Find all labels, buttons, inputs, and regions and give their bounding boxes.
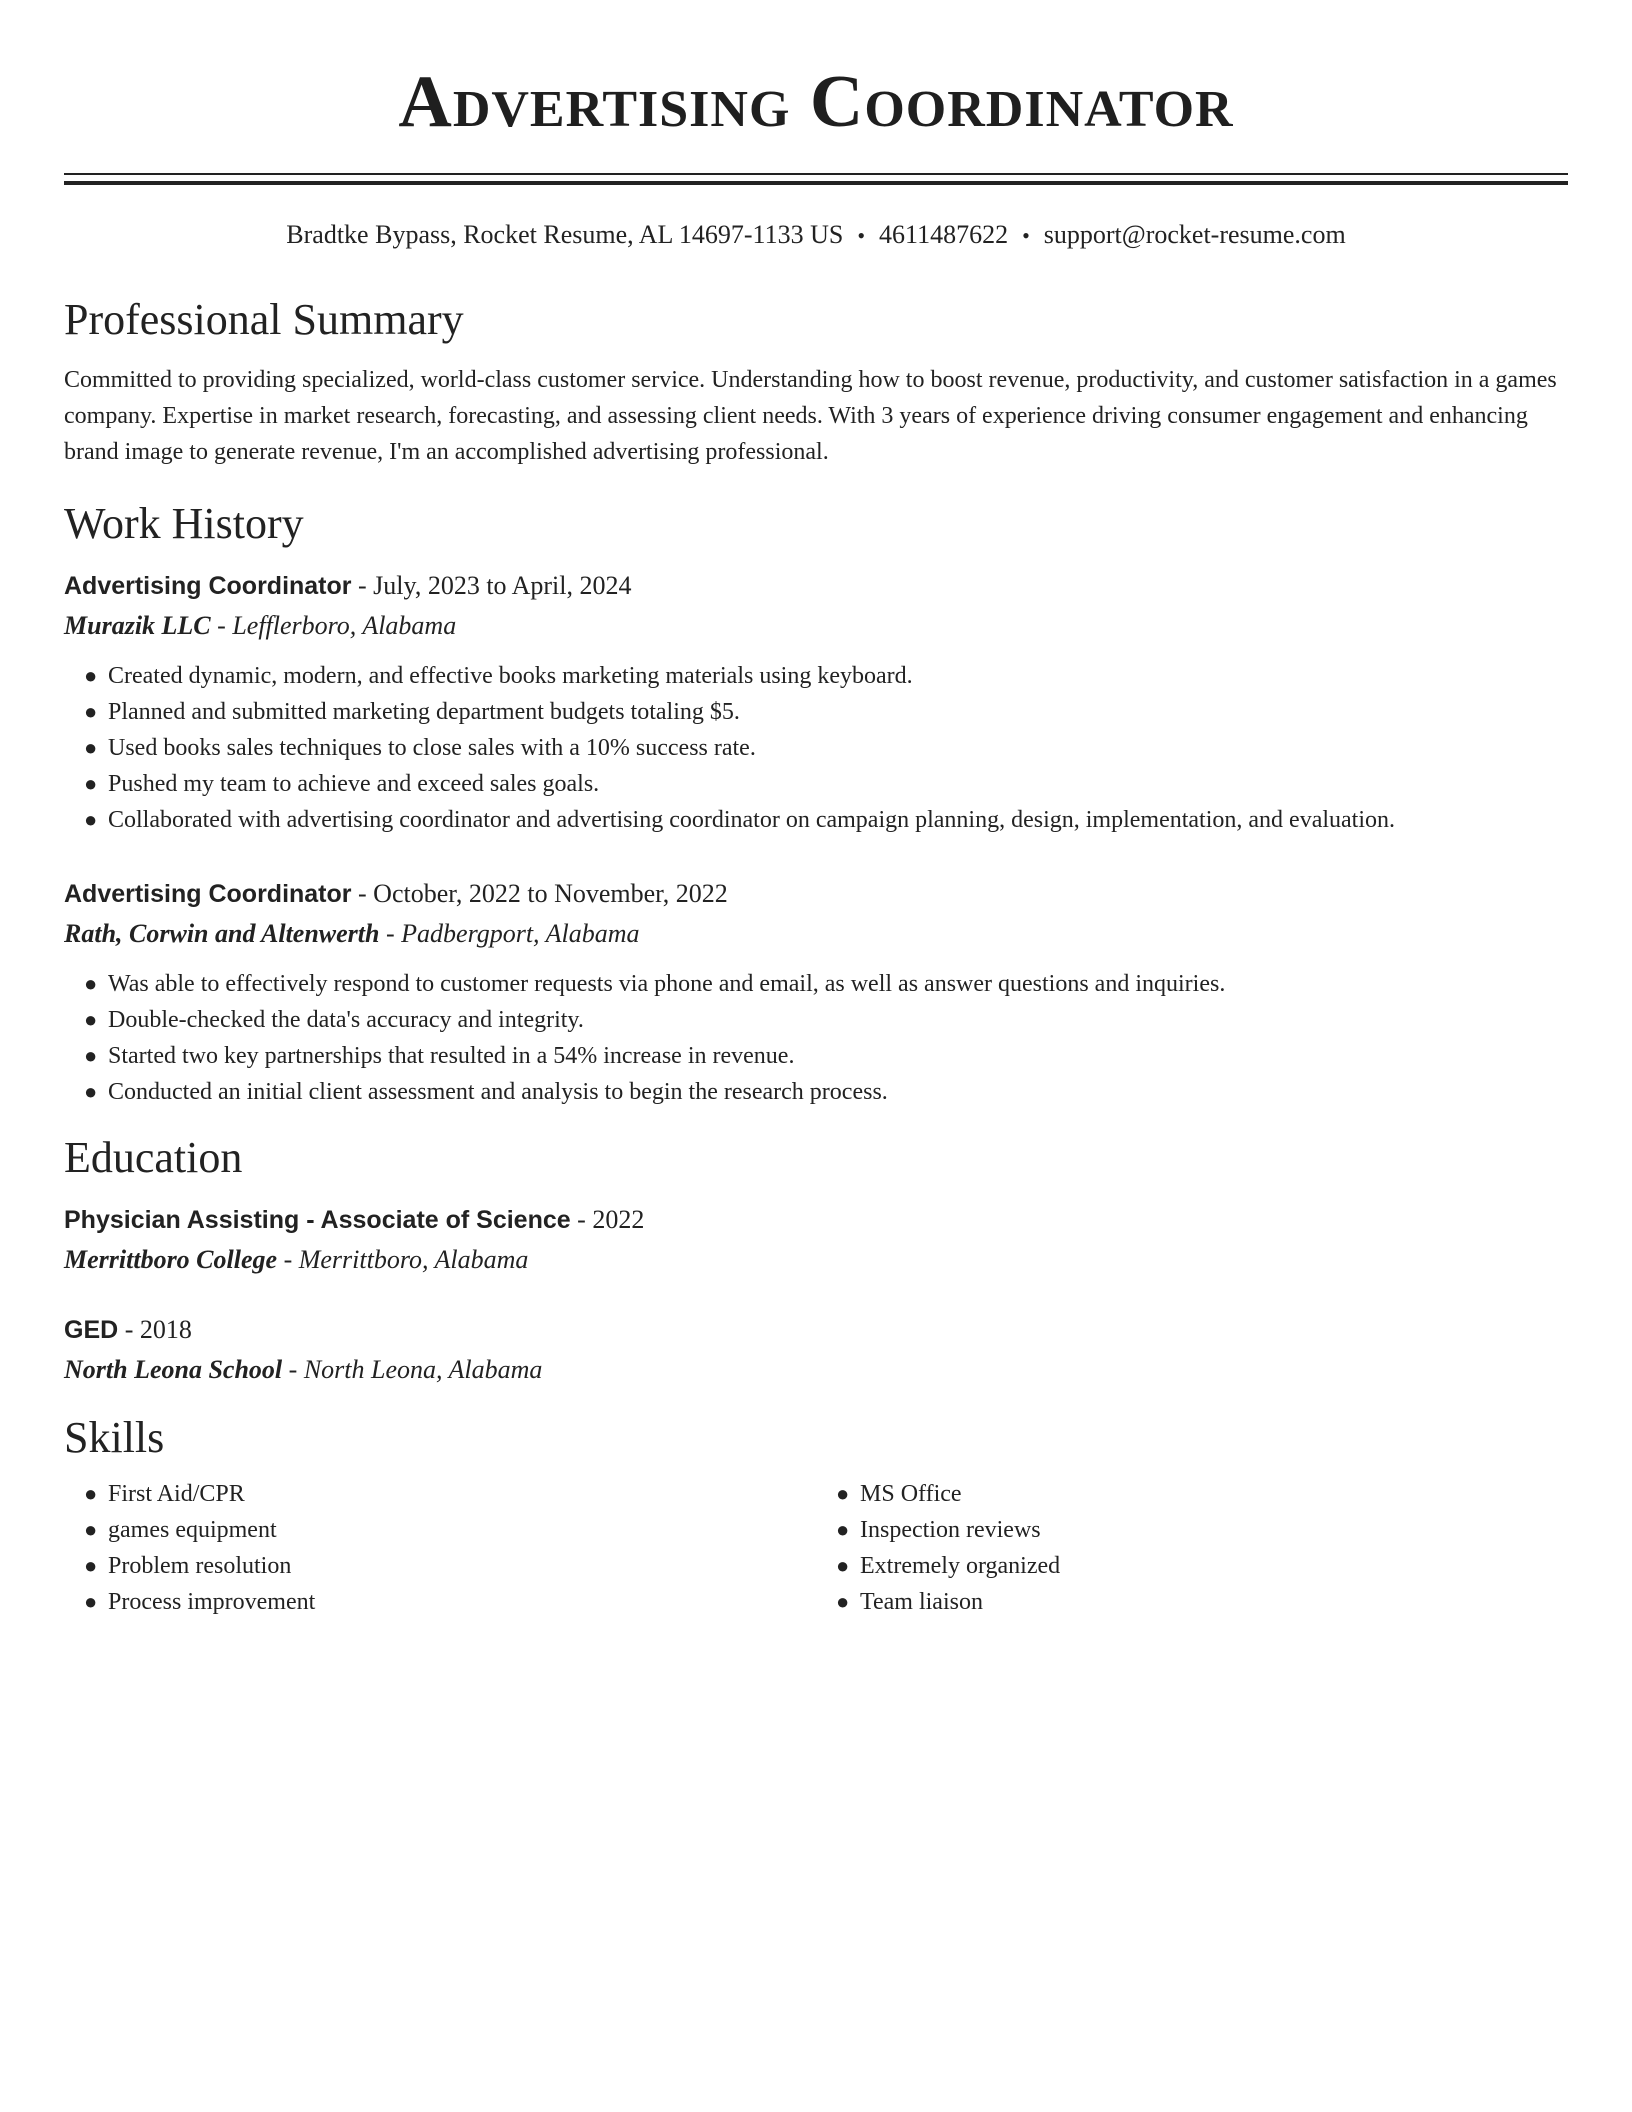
- list-item: ● Was able to effectively respond to customer requests via phone and email, as well as answer questions and inquiries.: [108, 966, 1568, 1002]
- section-title-education: Education: [64, 1133, 243, 1182]
- bullet-icon: ●: [836, 1553, 850, 1578]
- education-year: - 2022: [570, 1205, 645, 1234]
- job-location: - Padbergport, Alabama: [379, 919, 640, 948]
- bullet-icon: ●: [84, 699, 98, 724]
- contact-phone: 4611487622: [879, 220, 1009, 249]
- skill-item: ● Inspection reviews: [860, 1512, 1568, 1548]
- job-employer: [64, 606, 1568, 646]
- bullet-icon: ●: [836, 1589, 850, 1614]
- contact-address: Bradtke Bypass, Rocket Resume, AL 14697-1133 US: [286, 220, 844, 249]
- job-entry: [64, 874, 1568, 1110]
- education-entry: [64, 1200, 1568, 1280]
- education-location: - North Leona, Alabama: [282, 1355, 543, 1384]
- skill-item: ● games equipment: [108, 1512, 816, 1548]
- list-item: ● Double-checked the data's accuracy and integrity.: [108, 1002, 1568, 1038]
- contact-email: support@rocket-resume.com: [1043, 220, 1346, 249]
- job-bullets: [64, 658, 1568, 838]
- job-bullets: [64, 966, 1568, 1110]
- resume-page: [64, 0, 1568, 1620]
- list-item: ● Collaborated with advertising coordinator and advertising coordinator on campaign planning, design, implementation, and evaluation.: [108, 802, 1568, 838]
- title-divider: [64, 173, 1568, 185]
- list-item: ● Conducted an initial client assessment and analysis to begin the research process.: [108, 1074, 1568, 1110]
- education-school-line: [64, 1240, 1568, 1280]
- bullet-icon: ●: [84, 663, 98, 688]
- job-header: [64, 566, 1568, 606]
- job-header: [64, 874, 1568, 914]
- skill-item: ● Team liaison: [860, 1584, 1568, 1620]
- education-degree: GED: [64, 1316, 119, 1344]
- separator-dot: •: [1022, 223, 1030, 248]
- skills-columns: [64, 1476, 1568, 1620]
- job-role: Advertising Coordinator: [64, 880, 352, 908]
- education-header: [64, 1310, 1568, 1350]
- bullet-icon: ●: [84, 1589, 98, 1614]
- job-dates: - October, 2022 to November, 2022: [351, 879, 728, 908]
- job-location: - Lefflerboro, Alabama: [210, 611, 457, 640]
- education-school-line: [64, 1350, 1568, 1390]
- resume-title: Advertising Coordinator: [398, 61, 1234, 143]
- bullet-icon: ●: [84, 735, 98, 760]
- bullet-icon: ●: [84, 1079, 98, 1104]
- skills-right-column: [816, 1476, 1568, 1620]
- list-item: ● Started two key partnerships that resulted in a 54% increase in revenue.: [108, 1038, 1568, 1074]
- section-title-skills: Skills: [64, 1413, 165, 1462]
- education-entry: [64, 1310, 1568, 1390]
- job-employer: [64, 914, 1568, 954]
- list-item: ● Used books sales techniques to close sales with a 10% success rate.: [108, 730, 1568, 766]
- bullet-icon: ●: [84, 771, 98, 796]
- separator-dot: •: [857, 223, 866, 248]
- section-title-work: Work History: [64, 499, 304, 548]
- job-company: Murazik LLC: [64, 611, 211, 640]
- skill-item: ● Process improvement: [108, 1584, 816, 1620]
- contact-line: [64, 219, 1568, 252]
- bullet-icon: ●: [84, 1043, 98, 1068]
- bullet-icon: ●: [84, 1517, 98, 1542]
- education-school: Merrittboro College: [64, 1245, 278, 1274]
- summary-text: Committed to providing specialized, world-class customer service. Understanding how to boost revenue, productivity, and customer satisfaction in a games company. Expertise in market research, forecasting, and assessing client needs. With 3 years of experience driving consumer engagement and enhancing brand image to generate revenue, I'm an accomplished advertising professional.: [64, 367, 1557, 465]
- education-location: - Merrittboro, Alabama: [277, 1245, 529, 1274]
- section-title-summary: Professional Summary: [64, 295, 464, 344]
- bullet-icon: ●: [84, 1007, 98, 1032]
- job-entry: [64, 566, 1568, 838]
- skill-item: ● MS Office: [860, 1476, 1568, 1512]
- skill-item: ● First Aid/CPR: [108, 1476, 816, 1512]
- skills-left-column: [64, 1476, 816, 1620]
- bullet-icon: ●: [84, 971, 98, 996]
- job-company: Rath, Corwin and Altenwerth: [64, 919, 380, 948]
- education-school: North Leona School: [64, 1355, 283, 1384]
- education-header: [64, 1200, 1568, 1240]
- skill-item: ● Problem resolution: [108, 1548, 816, 1584]
- bullet-icon: ●: [836, 1481, 850, 1506]
- list-item: ● Created dynamic, modern, and effective books marketing materials using keyboard.: [108, 658, 1568, 694]
- job-dates: - July, 2023 to April, 2024: [351, 571, 632, 600]
- education-degree: Physician Assisting - Associate of Science: [64, 1206, 571, 1234]
- job-role: Advertising Coordinator: [64, 572, 352, 600]
- bullet-icon: ●: [84, 807, 98, 832]
- education-year: - 2018: [118, 1315, 192, 1344]
- list-item: ● Planned and submitted marketing department budgets totaling $5.: [108, 694, 1568, 730]
- skill-item: ● Extremely organized: [860, 1548, 1568, 1584]
- bullet-icon: ●: [84, 1481, 98, 1506]
- bullet-icon: ●: [836, 1517, 850, 1542]
- list-item: ● Pushed my team to achieve and exceed sales goals.: [108, 766, 1568, 802]
- bullet-icon: ●: [84, 1553, 98, 1578]
